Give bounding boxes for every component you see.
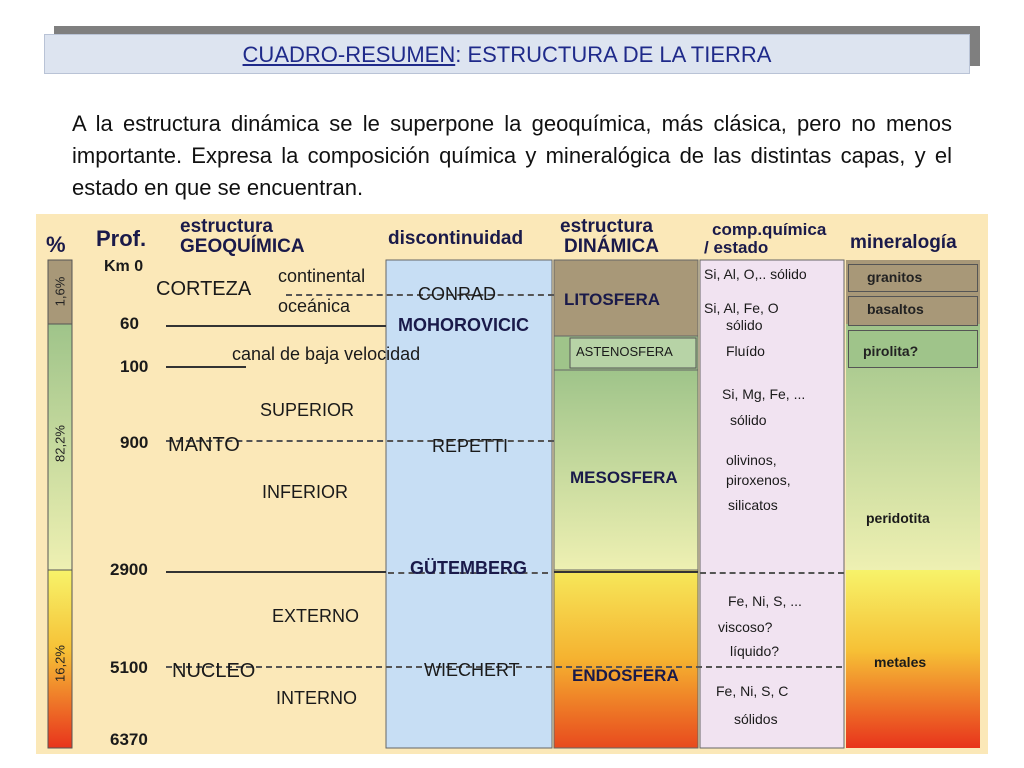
line-100 (166, 366, 246, 368)
comp-1: Si, Al, Fe, O (704, 300, 779, 316)
disc-repetti: REPETTI (432, 436, 509, 456)
earth-structure-figure (36, 214, 988, 754)
depth-6370: 6370 (110, 730, 148, 749)
header-comp-2: / estado (704, 238, 769, 257)
header-prof: Prof. (96, 226, 147, 251)
label-externo: EXTERNO (272, 606, 360, 626)
page-title (45, 42, 969, 68)
depth-2900: 2900 (110, 560, 148, 579)
comp-2: sólido (726, 317, 763, 333)
header-din-1: estructura (560, 216, 653, 237)
header-geo-2: GEOQUÍMICA (180, 236, 305, 257)
dyn-litosfera: LITOSFERA (564, 290, 661, 309)
header-percent: % (46, 232, 66, 257)
comp-7: piroxenos, (726, 472, 791, 488)
depth-900: 900 (120, 433, 149, 452)
dyn-astenosfera: ASTENOSFERA (576, 344, 673, 359)
header-discontinuity: discontinuidad (388, 228, 524, 249)
dyn-endosfera: ENDOSFERA (572, 666, 679, 685)
pct-mantle: 82,2% (52, 425, 68, 462)
mineral-peridotita: peridotita (866, 510, 930, 526)
title-prefix: CUADRO-RESUMEN (242, 42, 456, 67)
disc-wiechert: WIECHERT (424, 660, 520, 680)
label-canal: canal de baja velocidad (232, 344, 421, 364)
label-superior: SUPERIOR (260, 400, 355, 420)
line-2900-comp (700, 572, 844, 574)
comp-11: líquido? (730, 643, 780, 659)
mineral-metales: metales (874, 654, 927, 670)
comp-4: Si, Mg, Fe, ... (722, 386, 806, 402)
intro-paragraph: A la estructura dinámica se le superpone la geoquímica, más clásica, pero no menos importante. Expresa la composición química y mineralógica de las distintas capas, y el estado en que se encuentran. (72, 111, 952, 200)
title-rest: : ESTRUCTURA DE LA TIERRA (455, 42, 772, 67)
label-continental: continental (278, 266, 366, 286)
mineral-granitos: granitos (848, 264, 978, 292)
comp-12: Fe, Ni, S, C (716, 683, 789, 699)
comp-6: olivinos, (726, 452, 777, 468)
dyn-mesosfera: MESOSFERA (570, 468, 678, 487)
header-din-2: DINÁMICA (564, 236, 659, 257)
depth-100: 100 (120, 357, 149, 376)
mineral-pirolita: pirolita? (848, 330, 978, 368)
label-interno: INTERNO (276, 688, 357, 708)
comp-10: viscoso? (718, 619, 773, 635)
disc-mohorovicic: MOHOROVICIC (398, 315, 530, 335)
pct-core: 16,2% (52, 645, 68, 682)
comp-9: Fe, Ni, S, ... (728, 593, 802, 609)
line-60 (166, 325, 386, 327)
disc-gutemberg: GÜTEMBERG (410, 558, 527, 578)
title-box (44, 34, 970, 74)
label-oceanica: oceánica (278, 296, 351, 316)
header-comp-1: comp.química (712, 220, 827, 239)
mineral-basaltos: basaltos (848, 296, 978, 326)
depth-60: 60 (120, 314, 139, 333)
line-2900-dyn (554, 571, 698, 573)
header-mineralogy: mineralogía (850, 232, 957, 253)
header-geo-1: estructura (180, 216, 273, 237)
label-corteza: CORTEZA (156, 278, 252, 300)
comp-8: silicatos (728, 497, 778, 513)
pct-crust: 1,6% (52, 276, 68, 307)
depth-5100: 5100 (110, 658, 148, 677)
label-manto: MANTO (168, 434, 240, 456)
comp-5: sólido (730, 412, 767, 428)
disc-conrad: CONRAD (418, 284, 497, 304)
endosfera-band (554, 570, 698, 748)
line-2900-left (166, 571, 386, 573)
comp-0: Si, Al, O,.. sólido (704, 266, 807, 282)
depth-0: Km 0 (104, 258, 144, 275)
label-inferior: INFERIOR (262, 482, 349, 502)
comp-3: Fluído (726, 343, 765, 359)
comp-13: sólidos (734, 711, 778, 727)
label-nucleo: NUCLEO (172, 660, 256, 682)
